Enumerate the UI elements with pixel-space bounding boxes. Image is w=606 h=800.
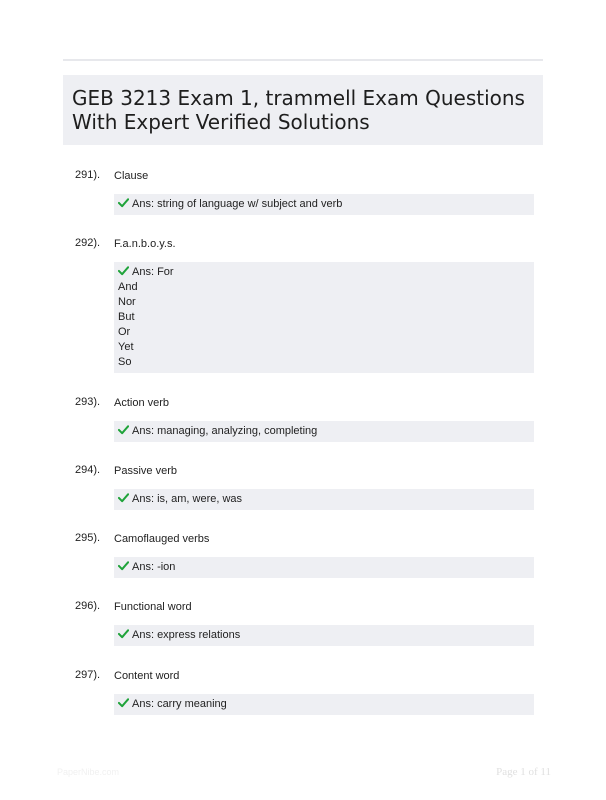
answer-box <box>114 489 534 510</box>
answer-box <box>114 557 534 578</box>
question-number: 291). <box>75 169 101 181</box>
check-icon <box>118 197 129 208</box>
answer-text: Ans: For And Nor But Or Yet So <box>118 266 174 368</box>
check-icon <box>118 560 129 571</box>
footer-watermark: PaperNibe.com <box>57 767 120 777</box>
answer-box <box>114 694 534 715</box>
answer-text: Ans: is, am, were, was <box>132 493 243 505</box>
answer-text: Ans: carry meaning <box>132 698 227 710</box>
page-number: Page 1 of 11 <box>496 766 551 778</box>
answer-box <box>114 262 534 373</box>
question-text: Functional word <box>114 601 192 613</box>
question-text: Camoflauged verbs <box>114 533 210 545</box>
answer-text: Ans: express relations <box>132 629 241 641</box>
question-number: 293). <box>75 396 101 408</box>
check-icon <box>118 265 129 276</box>
answer-box <box>114 421 534 442</box>
answer-text: Ans: string of language w/ subject and verb <box>132 198 343 210</box>
check-icon <box>118 492 129 503</box>
question-number: 295). <box>75 532 101 544</box>
answer-box <box>114 625 534 646</box>
question-number: 294). <box>75 464 101 476</box>
question-number: 296). <box>75 600 101 612</box>
check-icon <box>118 697 129 708</box>
check-icon <box>118 628 129 639</box>
title-banner <box>63 75 543 145</box>
question-text: Content word <box>114 670 180 682</box>
question-number: 292). <box>75 237 101 249</box>
question-number: 297). <box>75 669 101 681</box>
top-divider <box>63 59 543 61</box>
question-text: F.a.n.b.o.y.s. <box>114 238 176 250</box>
answer-box <box>114 194 534 215</box>
check-icon <box>118 424 129 435</box>
document-title: GEB 3213 Exam 1, trammell Exam Questions With Expert Verified Solutions <box>72 86 525 134</box>
answer-text: Ans: -ion <box>132 561 176 573</box>
answer-text: Ans: managing, analyzing, completing <box>132 425 318 437</box>
question-text: Clause <box>114 170 149 182</box>
question-text: Passive verb <box>114 465 177 477</box>
question-text: Action verb <box>114 397 170 409</box>
